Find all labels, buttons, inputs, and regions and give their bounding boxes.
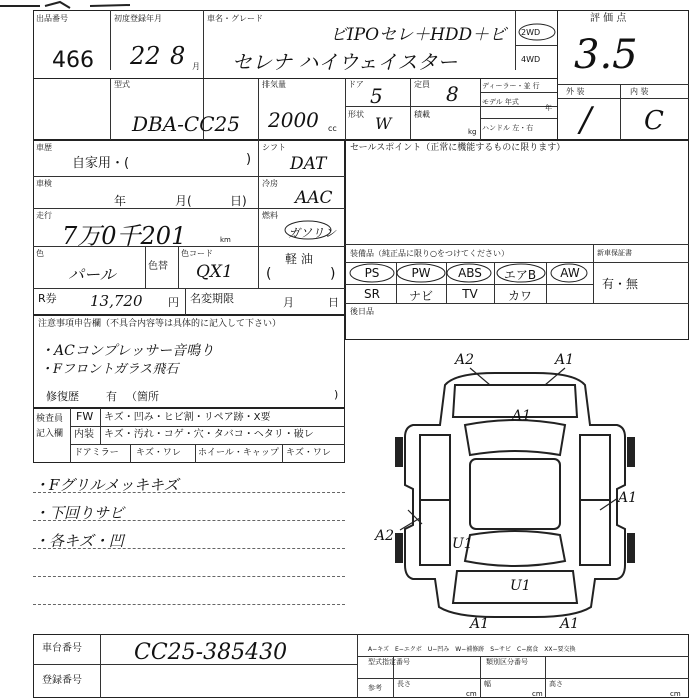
inspection-label: 車検 bbox=[36, 179, 52, 188]
diagram-legend: A−キズ E−エクボ U−凹み W−補修跡 S−サビ C−腐食 XX−要交換 bbox=[368, 646, 576, 653]
load-label: 積載 bbox=[414, 110, 430, 119]
equipment-circles bbox=[348, 262, 598, 286]
notes-line1: ・ACコンプレッサー音鳴り bbox=[40, 343, 215, 359]
reg-year-value: 22 bbox=[130, 42, 161, 70]
checker-interior: 内装 bbox=[74, 429, 94, 440]
kg-label: kg bbox=[468, 128, 477, 136]
equip-pw: PW bbox=[411, 266, 431, 280]
capacity-label: 定員 bbox=[414, 80, 430, 89]
inspector-note-3: ・各キズ・凹 bbox=[34, 532, 124, 550]
usage-value: 自家用・( bbox=[72, 156, 130, 171]
equip-tv: TV bbox=[462, 287, 478, 301]
2wd-label: 2WD bbox=[521, 28, 541, 37]
form-value: W bbox=[375, 114, 392, 133]
mark-hood: A1 bbox=[512, 408, 532, 424]
dealer-label: ディーラー・並 行 bbox=[482, 82, 540, 90]
checker-scratch-crack2: キズ・ワレ bbox=[286, 448, 331, 458]
checker-scratch-crack1: キズ・ワレ bbox=[136, 448, 181, 458]
cc-label: cc bbox=[328, 124, 337, 133]
middle-right-box bbox=[345, 140, 689, 340]
door-value: 5 bbox=[370, 84, 383, 108]
diagram-marks-lines bbox=[360, 350, 660, 650]
category-no: 類別区分番号 bbox=[486, 658, 528, 666]
mark-rear-right: A1 bbox=[560, 616, 580, 632]
reg-month-value: 8 bbox=[170, 42, 186, 70]
top-scribble bbox=[0, 0, 140, 10]
equip-aw: AW bbox=[560, 266, 580, 280]
mark-front-left: A2 bbox=[455, 352, 475, 368]
mark-rear-left: A1 bbox=[470, 616, 490, 632]
mileage-unit: km bbox=[220, 236, 231, 244]
post-label: 後日品 bbox=[350, 307, 374, 316]
ref-label: 参考 bbox=[368, 684, 382, 692]
4wd-label: 4WD bbox=[521, 55, 541, 64]
mileage-value: 7万0千201 bbox=[62, 222, 187, 250]
width-cm: cm bbox=[532, 690, 543, 698]
notes-line2: ・Fフロントガラス飛石 bbox=[40, 362, 179, 377]
model-value: DBA-CC25 bbox=[132, 112, 240, 136]
equip-sr: SR bbox=[364, 287, 380, 301]
repair-value: 有 bbox=[106, 390, 117, 403]
footer-box bbox=[33, 634, 689, 698]
door-label: ドア bbox=[348, 80, 364, 89]
form-label: 形状 bbox=[348, 110, 364, 119]
equip-navi: ナビ bbox=[408, 289, 433, 303]
mark-right-side: A1 bbox=[618, 490, 638, 506]
inspection-year: 年 bbox=[114, 194, 127, 208]
color-label: 色 bbox=[36, 249, 44, 258]
capacity-value: 8 bbox=[446, 82, 459, 106]
inspection-month: 月( bbox=[175, 194, 192, 208]
usage-close: ) bbox=[246, 152, 252, 167]
mark-roof: U1 bbox=[452, 536, 473, 552]
inspection-day: 日) bbox=[230, 194, 247, 208]
lot-no-label: 出品番号 bbox=[36, 14, 68, 23]
interior-value: C bbox=[644, 106, 664, 136]
displacement-label: 排気量 bbox=[262, 80, 286, 89]
equipment-label: 装備品（純正品に限り○をつけてください） bbox=[350, 249, 509, 258]
checker-fw: FW bbox=[76, 410, 94, 423]
recycle-value: 13,720 bbox=[90, 292, 143, 310]
name-grade-label: 車名・グレード bbox=[207, 14, 263, 23]
model-label: 型式 bbox=[114, 80, 130, 89]
height-label: 高さ bbox=[549, 680, 563, 688]
paren-open: ( bbox=[266, 266, 272, 282]
cooler-label: 冷房 bbox=[262, 179, 278, 188]
name-change-label: 名変期限 bbox=[190, 292, 234, 305]
chassis-label: 車台番号 bbox=[42, 643, 82, 654]
year-suffix: 年 bbox=[545, 104, 552, 112]
name-change-day: 日 bbox=[328, 296, 339, 309]
lot-no-value: 466 bbox=[52, 48, 94, 73]
cooler-value: AAC bbox=[295, 188, 333, 208]
shift-label: シフト bbox=[262, 143, 286, 152]
month-suffix: 月 bbox=[192, 62, 200, 71]
mark-rear: U1 bbox=[510, 578, 531, 594]
repair-label: 修復歴 bbox=[46, 390, 79, 403]
fuel-label: 燃料 bbox=[262, 211, 278, 220]
repair-close: ) bbox=[334, 388, 339, 401]
light-oil: 軽 油 bbox=[285, 252, 313, 266]
recycle-label: R券 bbox=[38, 292, 57, 305]
equip-airbag: エアB bbox=[503, 268, 537, 282]
checker-wheel-cap: ホイール・キャップ bbox=[198, 448, 279, 458]
inspector-note-2: ・下回りサビ bbox=[34, 504, 125, 522]
recolor-label: 色替 bbox=[148, 261, 168, 272]
sales-point-label: セールスポイント（正常に機能するものに限ります） bbox=[350, 143, 566, 153]
exterior-value: / bbox=[580, 100, 592, 140]
score-value: 3.5 bbox=[574, 32, 638, 78]
fuel-circle bbox=[284, 220, 337, 240]
recycle-unit: 円 bbox=[168, 296, 179, 309]
length-cm: cm bbox=[466, 690, 477, 698]
inspector-note-1: ・Fグリルメッキキズ bbox=[34, 476, 179, 494]
chassis-value: CC25-385430 bbox=[134, 640, 288, 665]
displacement-value: 2000 bbox=[268, 108, 319, 132]
registration-label: 登録番号 bbox=[42, 675, 82, 686]
height-cm: cm bbox=[670, 690, 681, 698]
fuel-value: ガソリン bbox=[288, 226, 337, 240]
grade-value: ビIPOセレ＋HDD＋ビ bbox=[330, 25, 507, 45]
checker-label1: 検査員 bbox=[36, 414, 64, 424]
name-change-month: 月 bbox=[283, 296, 294, 309]
model-year-label: モデル 年式 bbox=[482, 98, 519, 106]
notes-title: 注意事項申告欄（不具合内容等は具体的に記入して下さい） bbox=[38, 319, 282, 329]
interior-label: 内 装 bbox=[630, 87, 649, 96]
checker-interior-text: キズ・汚れ・コゲ・穴・タバコ・ヘタリ・破レ bbox=[104, 429, 314, 440]
equip-abs: ABS bbox=[458, 266, 482, 280]
checker-door-mirror: ドアミラー bbox=[74, 448, 119, 458]
2wd-circle bbox=[518, 22, 558, 42]
mark-front-right: A1 bbox=[555, 352, 575, 368]
score-label: 評 価 点 bbox=[590, 13, 627, 24]
exterior-label: 外 装 bbox=[566, 87, 585, 96]
checker-label2: 記入欄 bbox=[36, 429, 64, 439]
type-designation: 型式指定番号 bbox=[368, 658, 410, 666]
equip-ps: PS bbox=[364, 266, 380, 280]
first-reg-label: 初度登録年月 bbox=[114, 14, 162, 23]
length-label: 長さ bbox=[397, 680, 411, 688]
color-code-label: 色コード bbox=[181, 249, 213, 258]
checker-fw-text: キズ・凹み・ヒビ割・リペア跡・X要 bbox=[104, 412, 271, 423]
new-warranty-value: 有・無 bbox=[602, 277, 639, 291]
color-code-value: QX1 bbox=[196, 262, 233, 282]
car-name-value: セレナ ハイウェイスター bbox=[232, 50, 458, 74]
handle-label: ハンドル 左・右 bbox=[482, 124, 534, 132]
new-warranty-label: 新車保証書 bbox=[597, 249, 632, 257]
mark-left-side: A2 bbox=[375, 528, 395, 544]
equip-leather: カワ bbox=[507, 289, 532, 303]
width-label: 幅 bbox=[484, 680, 491, 688]
repair-place: （箇所 bbox=[126, 390, 159, 403]
mileage-label: 走行 bbox=[36, 211, 52, 220]
usage-label: 車歴 bbox=[36, 143, 52, 152]
shift-value: DAT bbox=[290, 154, 327, 174]
paren-close: ) bbox=[330, 266, 336, 282]
color-value: パール bbox=[68, 265, 116, 284]
